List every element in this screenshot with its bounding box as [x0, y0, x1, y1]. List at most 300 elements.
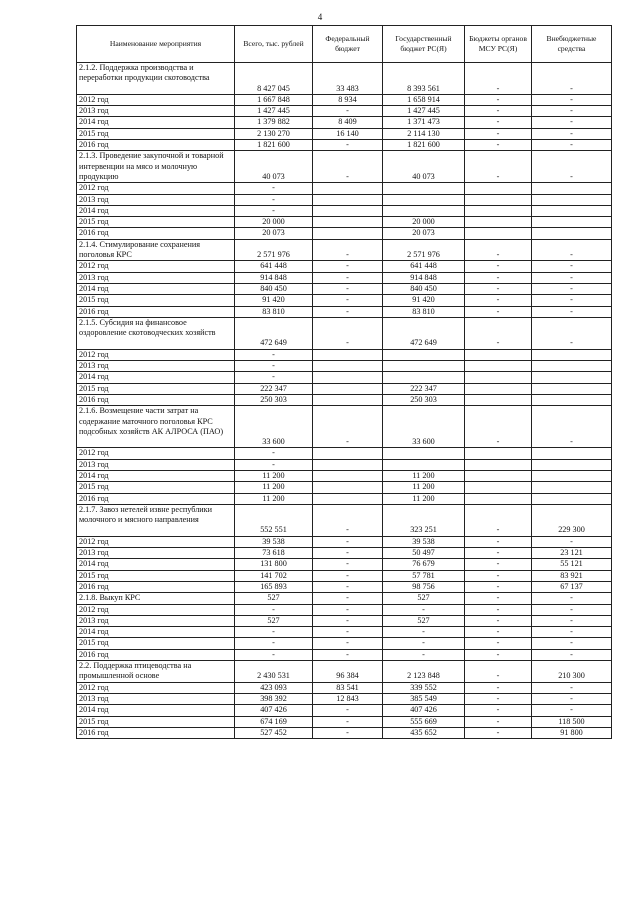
row-name: 2014 год: [77, 283, 235, 294]
cell-total: 91 420: [235, 295, 313, 306]
cell-extra: [532, 394, 612, 405]
cell-msu: -: [465, 239, 532, 261]
cell-msu: -: [465, 128, 532, 139]
table-row: [77, 140, 612, 151]
cell-total: 1 379 882: [235, 117, 313, 128]
cell-federal: 8 934: [313, 94, 383, 105]
table-row: [77, 638, 612, 649]
cell-msu: -: [465, 261, 532, 272]
table-row: [77, 306, 612, 317]
row-name: 2014 год: [77, 470, 235, 481]
cell-federal: -: [313, 705, 383, 716]
cell-extra: 229 300: [532, 504, 612, 536]
cell-total: -: [235, 638, 313, 649]
row-name: 2.1.8. Выкуп КРС: [77, 593, 235, 604]
cell-extra: -: [532, 106, 612, 117]
cell-extra: 210 300: [532, 661, 612, 683]
cell-msu: -: [465, 661, 532, 683]
cell-federal: -: [313, 615, 383, 626]
cell-federal: 12 843: [313, 693, 383, 704]
table-row: [77, 693, 612, 704]
cell-state: 527: [383, 593, 465, 604]
cell-total: 472 649: [235, 317, 313, 349]
cell-msu: [465, 394, 532, 405]
header-extrabudgetary: Внебюджетные средства: [532, 26, 612, 63]
cell-federal: -: [313, 649, 383, 660]
cell-state: 1 427 445: [383, 106, 465, 117]
cell-federal: [313, 361, 383, 372]
table-row: [77, 470, 612, 481]
table-row: [77, 593, 612, 604]
cell-extra: -: [532, 306, 612, 317]
row-name: 2.1.6. Возмещение части затрат на содержание маточного поголовья КРС подсобных хозяйств АК АЛРОСА (ПАО): [77, 406, 235, 448]
cell-state: 57 781: [383, 570, 465, 581]
cell-msu: [465, 228, 532, 239]
cell-msu: -: [465, 559, 532, 570]
cell-federal: [313, 205, 383, 216]
cell-federal: [313, 493, 383, 504]
cell-msu: [465, 448, 532, 459]
cell-total: -: [235, 649, 313, 660]
cell-extra: [532, 383, 612, 394]
cell-state: 33 600: [383, 406, 465, 448]
cell-msu: [465, 383, 532, 394]
table-row: [77, 383, 612, 394]
cell-state: -: [383, 604, 465, 615]
row-name: 2016 год: [77, 306, 235, 317]
cell-federal: -: [313, 151, 383, 183]
table-row: [77, 261, 612, 272]
table-row: [77, 615, 612, 626]
cell-federal: [313, 183, 383, 194]
row-name: 2015 год: [77, 295, 235, 306]
cell-msu: -: [465, 117, 532, 128]
cell-state: 914 848: [383, 272, 465, 283]
row-name: 2.1.3. Проведение закупочной и товарной интервенции на мясо и молочную продукцию: [77, 151, 235, 183]
header-total: Всего, тыс. рублей: [235, 26, 313, 63]
cell-total: 2 430 531: [235, 661, 313, 683]
cell-federal: [313, 459, 383, 470]
row-name: 2015 год: [77, 482, 235, 493]
cell-msu: [465, 205, 532, 216]
cell-total: 8 427 045: [235, 63, 313, 95]
cell-federal: -: [313, 548, 383, 559]
cell-federal: 8 409: [313, 117, 383, 128]
cell-extra: -: [532, 117, 612, 128]
row-name: 2012 год: [77, 604, 235, 615]
cell-federal: -: [313, 239, 383, 261]
cell-msu: [465, 194, 532, 205]
row-name: 2016 год: [77, 394, 235, 405]
cell-federal: -: [313, 593, 383, 604]
cell-msu: -: [465, 581, 532, 592]
table-row: [77, 94, 612, 105]
cell-total: 20 000: [235, 217, 313, 228]
cell-extra: [532, 194, 612, 205]
cell-state: 11 200: [383, 493, 465, 504]
table-row: [77, 194, 612, 205]
table-row: [77, 448, 612, 459]
table-row: [77, 548, 612, 559]
cell-state: 339 552: [383, 682, 465, 693]
cell-federal: 83 541: [313, 682, 383, 693]
cell-state: 385 549: [383, 693, 465, 704]
table-row: [77, 349, 612, 360]
table-row: [77, 361, 612, 372]
table-row: [77, 228, 612, 239]
table-row: [77, 217, 612, 228]
cell-msu: -: [465, 615, 532, 626]
cell-msu: -: [465, 295, 532, 306]
cell-state: [383, 349, 465, 360]
row-name: 2016 год: [77, 493, 235, 504]
table-row: [77, 205, 612, 216]
cell-total: -: [235, 604, 313, 615]
cell-extra: -: [532, 649, 612, 660]
cell-federal: -: [313, 140, 383, 151]
cell-federal: -: [313, 272, 383, 283]
cell-extra: 23 121: [532, 548, 612, 559]
cell-federal: 16 140: [313, 128, 383, 139]
cell-msu: -: [465, 406, 532, 448]
cell-extra: -: [532, 536, 612, 547]
cell-federal: -: [313, 627, 383, 638]
cell-total: 398 392: [235, 693, 313, 704]
cell-state: 641 448: [383, 261, 465, 272]
cell-state: 435 652: [383, 727, 465, 738]
cell-msu: [465, 372, 532, 383]
cell-state: -: [383, 649, 465, 660]
cell-total: 552 551: [235, 504, 313, 536]
cell-extra: -: [532, 317, 612, 349]
cell-extra: 55 121: [532, 559, 612, 570]
header-activity-name: Наименование мероприятия: [77, 26, 235, 63]
row-name: 2.1.4. Стимулирование сохранения поголовья КРС: [77, 239, 235, 261]
row-name: 2013 год: [77, 272, 235, 283]
row-name: 2014 год: [77, 627, 235, 638]
row-name: 2015 год: [77, 217, 235, 228]
cell-total: 11 200: [235, 493, 313, 504]
cell-msu: -: [465, 705, 532, 716]
cell-federal: [313, 349, 383, 360]
cell-total: 407 426: [235, 705, 313, 716]
cell-total: 250 303: [235, 394, 313, 405]
cell-state: 91 420: [383, 295, 465, 306]
cell-total: 1 427 445: [235, 106, 313, 117]
cell-federal: -: [313, 716, 383, 727]
cell-msu: [465, 482, 532, 493]
row-name: 2016 год: [77, 228, 235, 239]
cell-total: -: [235, 183, 313, 194]
table-header-row: [77, 26, 612, 63]
cell-total: -: [235, 205, 313, 216]
row-name: 2014 год: [77, 372, 235, 383]
table-row: [77, 295, 612, 306]
cell-federal: [313, 217, 383, 228]
row-name: 2015 год: [77, 638, 235, 649]
cell-extra: -: [532, 593, 612, 604]
cell-federal: -: [313, 638, 383, 649]
cell-total: 840 450: [235, 283, 313, 294]
cell-state: [383, 361, 465, 372]
row-name: 2013 год: [77, 106, 235, 117]
cell-state: 8 393 561: [383, 63, 465, 95]
cell-extra: -: [532, 261, 612, 272]
row-name: 2012 год: [77, 448, 235, 459]
cell-state: 1 658 914: [383, 94, 465, 105]
row-name: 2013 год: [77, 615, 235, 626]
cell-state: 20 000: [383, 217, 465, 228]
cell-total: 33 600: [235, 406, 313, 448]
cell-total: 674 169: [235, 716, 313, 727]
cell-msu: -: [465, 283, 532, 294]
row-name: 2012 год: [77, 183, 235, 194]
cell-state: 555 669: [383, 716, 465, 727]
row-name: 2014 год: [77, 559, 235, 570]
cell-federal: -: [313, 559, 383, 570]
table-row: [77, 183, 612, 194]
cell-federal: 33 483: [313, 63, 383, 95]
cell-federal: -: [313, 570, 383, 581]
cell-federal: [313, 372, 383, 383]
table-row: [77, 716, 612, 727]
table-row: [77, 570, 612, 581]
row-name: 2014 год: [77, 117, 235, 128]
cell-state: 11 200: [383, 482, 465, 493]
row-name: 2016 год: [77, 727, 235, 738]
cell-total: -: [235, 372, 313, 383]
table-row: [77, 627, 612, 638]
cell-extra: -: [532, 638, 612, 649]
cell-total: 141 702: [235, 570, 313, 581]
cell-extra: -: [532, 682, 612, 693]
cell-total: 423 093: [235, 682, 313, 693]
cell-msu: -: [465, 272, 532, 283]
cell-total: 11 200: [235, 482, 313, 493]
cell-federal: -: [313, 504, 383, 536]
cell-msu: -: [465, 627, 532, 638]
page-number: 4: [317, 12, 323, 22]
cell-msu: -: [465, 140, 532, 151]
cell-extra: -: [532, 239, 612, 261]
row-name: 2013 год: [77, 548, 235, 559]
table-row: [77, 559, 612, 570]
table-row: [77, 372, 612, 383]
cell-msu: [465, 493, 532, 504]
cell-total: 222 347: [235, 383, 313, 394]
cell-state: 2 123 848: [383, 661, 465, 683]
cell-msu: -: [465, 693, 532, 704]
cell-state: 222 347: [383, 383, 465, 394]
row-name: 2014 год: [77, 705, 235, 716]
cell-state: [383, 194, 465, 205]
cell-total: 40 073: [235, 151, 313, 183]
cell-state: 50 497: [383, 548, 465, 559]
cell-federal: -: [313, 261, 383, 272]
row-name: 2012 год: [77, 349, 235, 360]
cell-msu: -: [465, 593, 532, 604]
cell-total: -: [235, 194, 313, 205]
cell-extra: [532, 205, 612, 216]
cell-msu: -: [465, 63, 532, 95]
cell-extra: -: [532, 295, 612, 306]
header-municipal-budget: Бюджеты органов МСУ РС(Я): [465, 26, 532, 63]
cell-extra: -: [532, 128, 612, 139]
cell-federal: -: [313, 604, 383, 615]
cell-msu: -: [465, 638, 532, 649]
cell-extra: -: [532, 693, 612, 704]
cell-federal: -: [313, 727, 383, 738]
cell-extra: [532, 349, 612, 360]
cell-state: [383, 448, 465, 459]
cell-total: 527: [235, 593, 313, 604]
row-name: 2016 год: [77, 649, 235, 660]
cell-msu: -: [465, 604, 532, 615]
cell-total: 11 200: [235, 470, 313, 481]
cell-state: 2 114 130: [383, 128, 465, 139]
row-name: 2015 год: [77, 128, 235, 139]
header-state-budget: Государственный бюджет РС(Я): [383, 26, 465, 63]
cell-state: -: [383, 627, 465, 638]
cell-total: 1 821 600: [235, 140, 313, 151]
row-name: 2013 год: [77, 459, 235, 470]
row-name: 2.2. Поддержка птицеводства на промышленной основе: [77, 661, 235, 683]
table-row: [77, 705, 612, 716]
cell-extra: [532, 459, 612, 470]
table-row: [77, 459, 612, 470]
cell-federal: [313, 482, 383, 493]
cell-total: 39 538: [235, 536, 313, 547]
table-row: [77, 493, 612, 504]
row-name: 2014 год: [77, 205, 235, 216]
cell-state: 407 426: [383, 705, 465, 716]
header-federal-budget: Федеральный бюджет: [313, 26, 383, 63]
cell-total: 1 667 848: [235, 94, 313, 105]
cell-state: 83 810: [383, 306, 465, 317]
cell-federal: -: [313, 283, 383, 294]
cell-federal: [313, 228, 383, 239]
section-row: [77, 504, 612, 536]
cell-msu: -: [465, 317, 532, 349]
row-name: 2.1.2. Поддержка производства и переработки продукции скотоводства: [77, 63, 235, 95]
table-row: [77, 106, 612, 117]
cell-extra: [532, 372, 612, 383]
cell-state: 323 251: [383, 504, 465, 536]
section-row: [77, 239, 612, 261]
cell-extra: [532, 448, 612, 459]
row-name: 2012 год: [77, 682, 235, 693]
cell-federal: -: [313, 406, 383, 448]
section-row: [77, 661, 612, 683]
table-row: [77, 536, 612, 547]
cell-extra: -: [532, 272, 612, 283]
table-row: [77, 581, 612, 592]
cell-total: -: [235, 627, 313, 638]
cell-state: [383, 372, 465, 383]
cell-msu: -: [465, 106, 532, 117]
cell-extra: 118 500: [532, 716, 612, 727]
row-name: 2013 год: [77, 194, 235, 205]
budget-table: [76, 25, 612, 739]
cell-state: 472 649: [383, 317, 465, 349]
cell-state: 40 073: [383, 151, 465, 183]
cell-total: -: [235, 448, 313, 459]
cell-state: 20 073: [383, 228, 465, 239]
cell-federal: -: [313, 306, 383, 317]
cell-total: 2 130 270: [235, 128, 313, 139]
cell-federal: [313, 394, 383, 405]
cell-msu: [465, 183, 532, 194]
cell-state: 1 371 473: [383, 117, 465, 128]
cell-federal: -: [313, 536, 383, 547]
row-name: 2015 год: [77, 383, 235, 394]
cell-state: 2 571 976: [383, 239, 465, 261]
row-name: 2016 год: [77, 581, 235, 592]
cell-extra: [532, 183, 612, 194]
cell-total: 131 800: [235, 559, 313, 570]
row-name: 2012 год: [77, 536, 235, 547]
cell-msu: [465, 349, 532, 360]
cell-extra: -: [532, 604, 612, 615]
cell-msu: -: [465, 94, 532, 105]
cell-msu: -: [465, 727, 532, 738]
cell-federal: -: [313, 581, 383, 592]
cell-state: [383, 183, 465, 194]
cell-total: 83 810: [235, 306, 313, 317]
section-row: [77, 406, 612, 448]
cell-state: -: [383, 638, 465, 649]
cell-extra: 83 921: [532, 570, 612, 581]
cell-federal: [313, 470, 383, 481]
section-row: [77, 317, 612, 349]
cell-extra: [532, 493, 612, 504]
cell-extra: -: [532, 406, 612, 448]
row-name: 2012 год: [77, 94, 235, 105]
cell-state: 840 450: [383, 283, 465, 294]
table-row: [77, 283, 612, 294]
cell-extra: 67 137: [532, 581, 612, 592]
row-name: 2016 год: [77, 140, 235, 151]
cell-extra: -: [532, 705, 612, 716]
cell-state: 98 756: [383, 581, 465, 592]
cell-msu: -: [465, 682, 532, 693]
row-name: 2.1.5. Субсидия на финансовое оздоровление скотоводческих хозяйств: [77, 317, 235, 349]
cell-state: 527: [383, 615, 465, 626]
cell-msu: -: [465, 548, 532, 559]
cell-msu: -: [465, 536, 532, 547]
row-name: 2015 год: [77, 570, 235, 581]
cell-msu: -: [465, 649, 532, 660]
cell-total: -: [235, 349, 313, 360]
cell-state: 76 679: [383, 559, 465, 570]
section-row: [77, 151, 612, 183]
cell-state: [383, 459, 465, 470]
table-row: [77, 482, 612, 493]
table-row: [77, 604, 612, 615]
table-row: [77, 682, 612, 693]
cell-state: 11 200: [383, 470, 465, 481]
cell-extra: -: [532, 140, 612, 151]
cell-total: 165 893: [235, 581, 313, 592]
cell-state: 250 303: [383, 394, 465, 405]
cell-extra: [532, 470, 612, 481]
cell-msu: [465, 217, 532, 228]
cell-extra: -: [532, 63, 612, 95]
cell-federal: -: [313, 295, 383, 306]
row-name: 2013 год: [77, 693, 235, 704]
cell-extra: -: [532, 94, 612, 105]
cell-federal: [313, 448, 383, 459]
